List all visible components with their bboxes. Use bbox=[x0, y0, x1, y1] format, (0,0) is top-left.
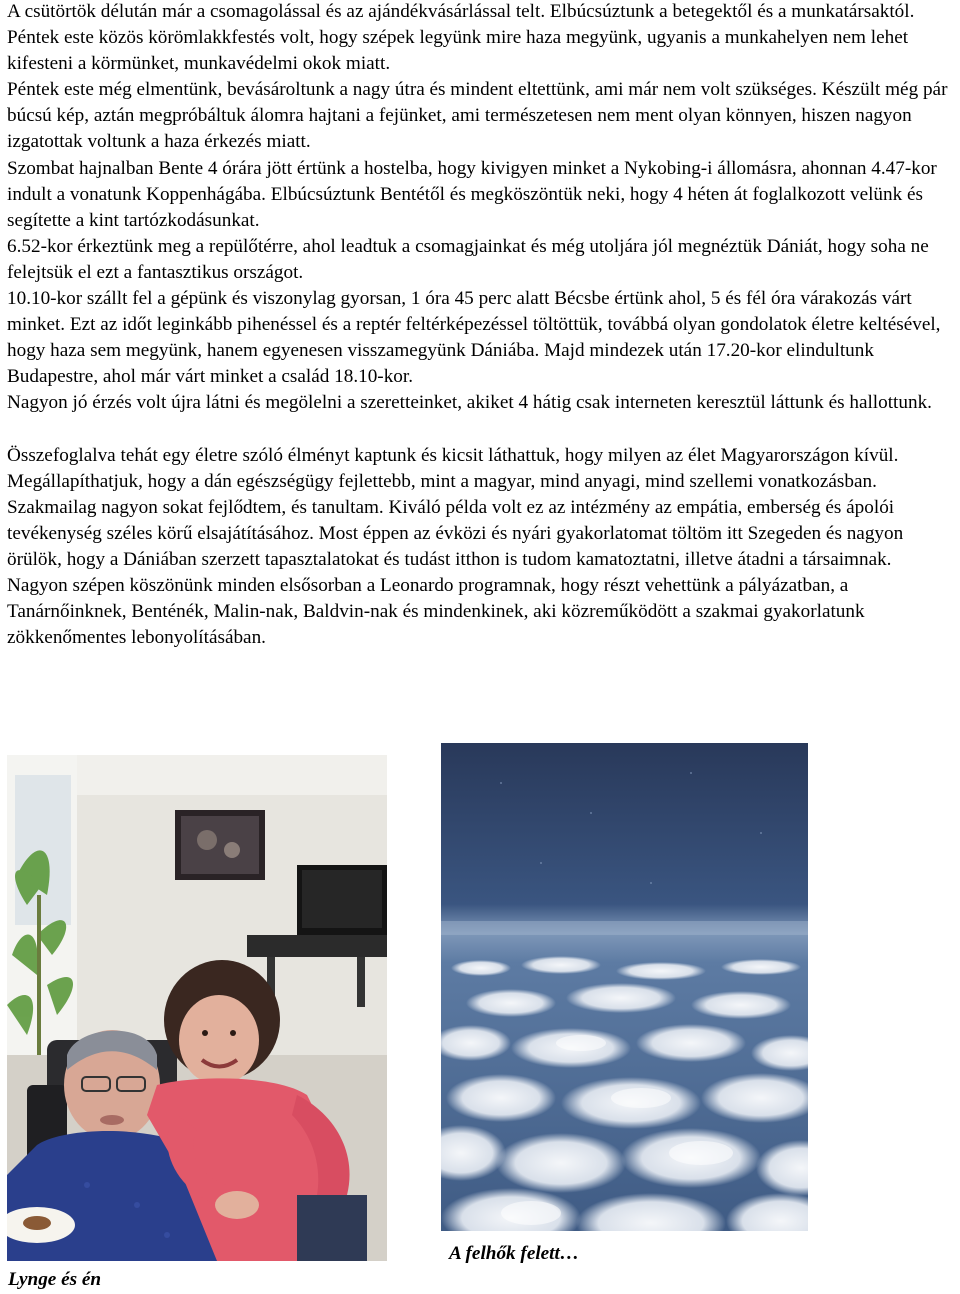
paragraph: Nagyon jó érzés volt újra látni és megölelni a szeretteinket, akiket 4 hátig csak interneten keresztül láttunk és hallottunk. bbox=[7, 392, 932, 414]
paragraph-spacer bbox=[7, 417, 957, 443]
photo-lynge-and-me-illustration bbox=[7, 755, 387, 1261]
paragraph: Nagyon szépen köszönünk minden elsősorban a Leonardo programnak, hogy részt vehettünk a pályázatban, a Tanárnőinknek, Benténék, Malin-nak, Baldvin-nak és mindenkinek, aki közreműködött a szakmai gyakorlatunk zökkenőmentes lebonyolításában. bbox=[7, 574, 865, 649]
document-body bbox=[7, 0, 957, 651]
paragraph: 10.10-kor szállt fel a gépünk és viszonylag gyorsan, 1 óra 45 perc alatt Bécsbe értünk ahol, 5 és fél óra várakozás várt minket. Ezt az időt leginkább pihenéssel és a reptér feltérképezéssel töltöttük, továbbá olyan gondolatok életre keltésével, hogy haza sem megyünk, hanem egyenesen visszamegyünk Dániába. Majd mindezek után 17.20-kor elindultunk Budapestre, ahol már várt minket a család 18.10-kor. bbox=[7, 288, 941, 388]
paragraph: Szombat hajnalban Bente 4 órára jött értünk a hostelba, hogy kivigyen minket a Nykobing-i állomásra, ahonnan 4.47-kor indult a vonatunk Koppenhágába. Elbúcsúztunk Bentétől és megköszöntük neki, hogy 4 héten át foglalkozott velünk és segítette a kint tartózkodásunkat. bbox=[7, 157, 937, 231]
photo-lynge-and-me bbox=[7, 755, 387, 1261]
photo-above-clouds-illustration bbox=[441, 743, 808, 1231]
paragraph: Péntek este közös körömlakkfestés volt, hogy szépek legyünk mire haza megyünk, ugyanis a munkahelyen nem lehet kifesteni a körmünket, munkavédelmi okok miatt. bbox=[7, 27, 909, 75]
paragraph: A csütörtök délután már a csomagolással és az ajándékvásárlással telt. Elbúcsúztunk a betegektől és a munkatársaktól. bbox=[7, 1, 915, 22]
photo-above-clouds bbox=[441, 743, 808, 1231]
paragraph: 6.52-kor érkeztünk meg a repülőtérre, ahol leadtuk a csomagjainkat és még utoljára jól megnéztük Dániát, hogy soha ne felejtsük el ezt a fantasztikus országot. bbox=[7, 235, 929, 283]
caption-above-clouds: A felhők felett… bbox=[449, 1243, 580, 1264]
paragraph: Péntek este még elmentünk, bevásároltunk a nagy útra és mindent eltettünk, ami már nem volt szükséges. Készült még pár búcsú kép, aztán megpróbáltuk álomra hajtani a fejünket, ami természetesen nem ment olyan könnyen, hiszen nagyon izgatottak voltunk a haza érkezés miatt. bbox=[7, 79, 948, 153]
paragraph: Összefoglalva tehát egy életre szóló élményt kaptunk és kicsit láthattuk, hogy milyen az élet Magyarországon kívül. Megállapíthatjuk, hogy a dán egészségügy fejlettebb, mint a magyar, mind anyagi, mind szellemi vonatkozásban. Szakmailag nagyon sokat fejlődtem, és tanultam. Kiváló példa volt ez az intézmény az empátia, emberség és ápolói tevékenység széles körű elsajátításához. Most éppen az évközi és nyári gyakorlatomat töltöm itt Szegeden és nagyon örülök, hogy a Dániában szerzett tapasztalatokat és tudást itthon is tudom kamatoztatni, illetve átadni a társaimnak. bbox=[7, 444, 904, 570]
caption-lynge-and-me: Lynge és én bbox=[8, 1269, 102, 1290]
